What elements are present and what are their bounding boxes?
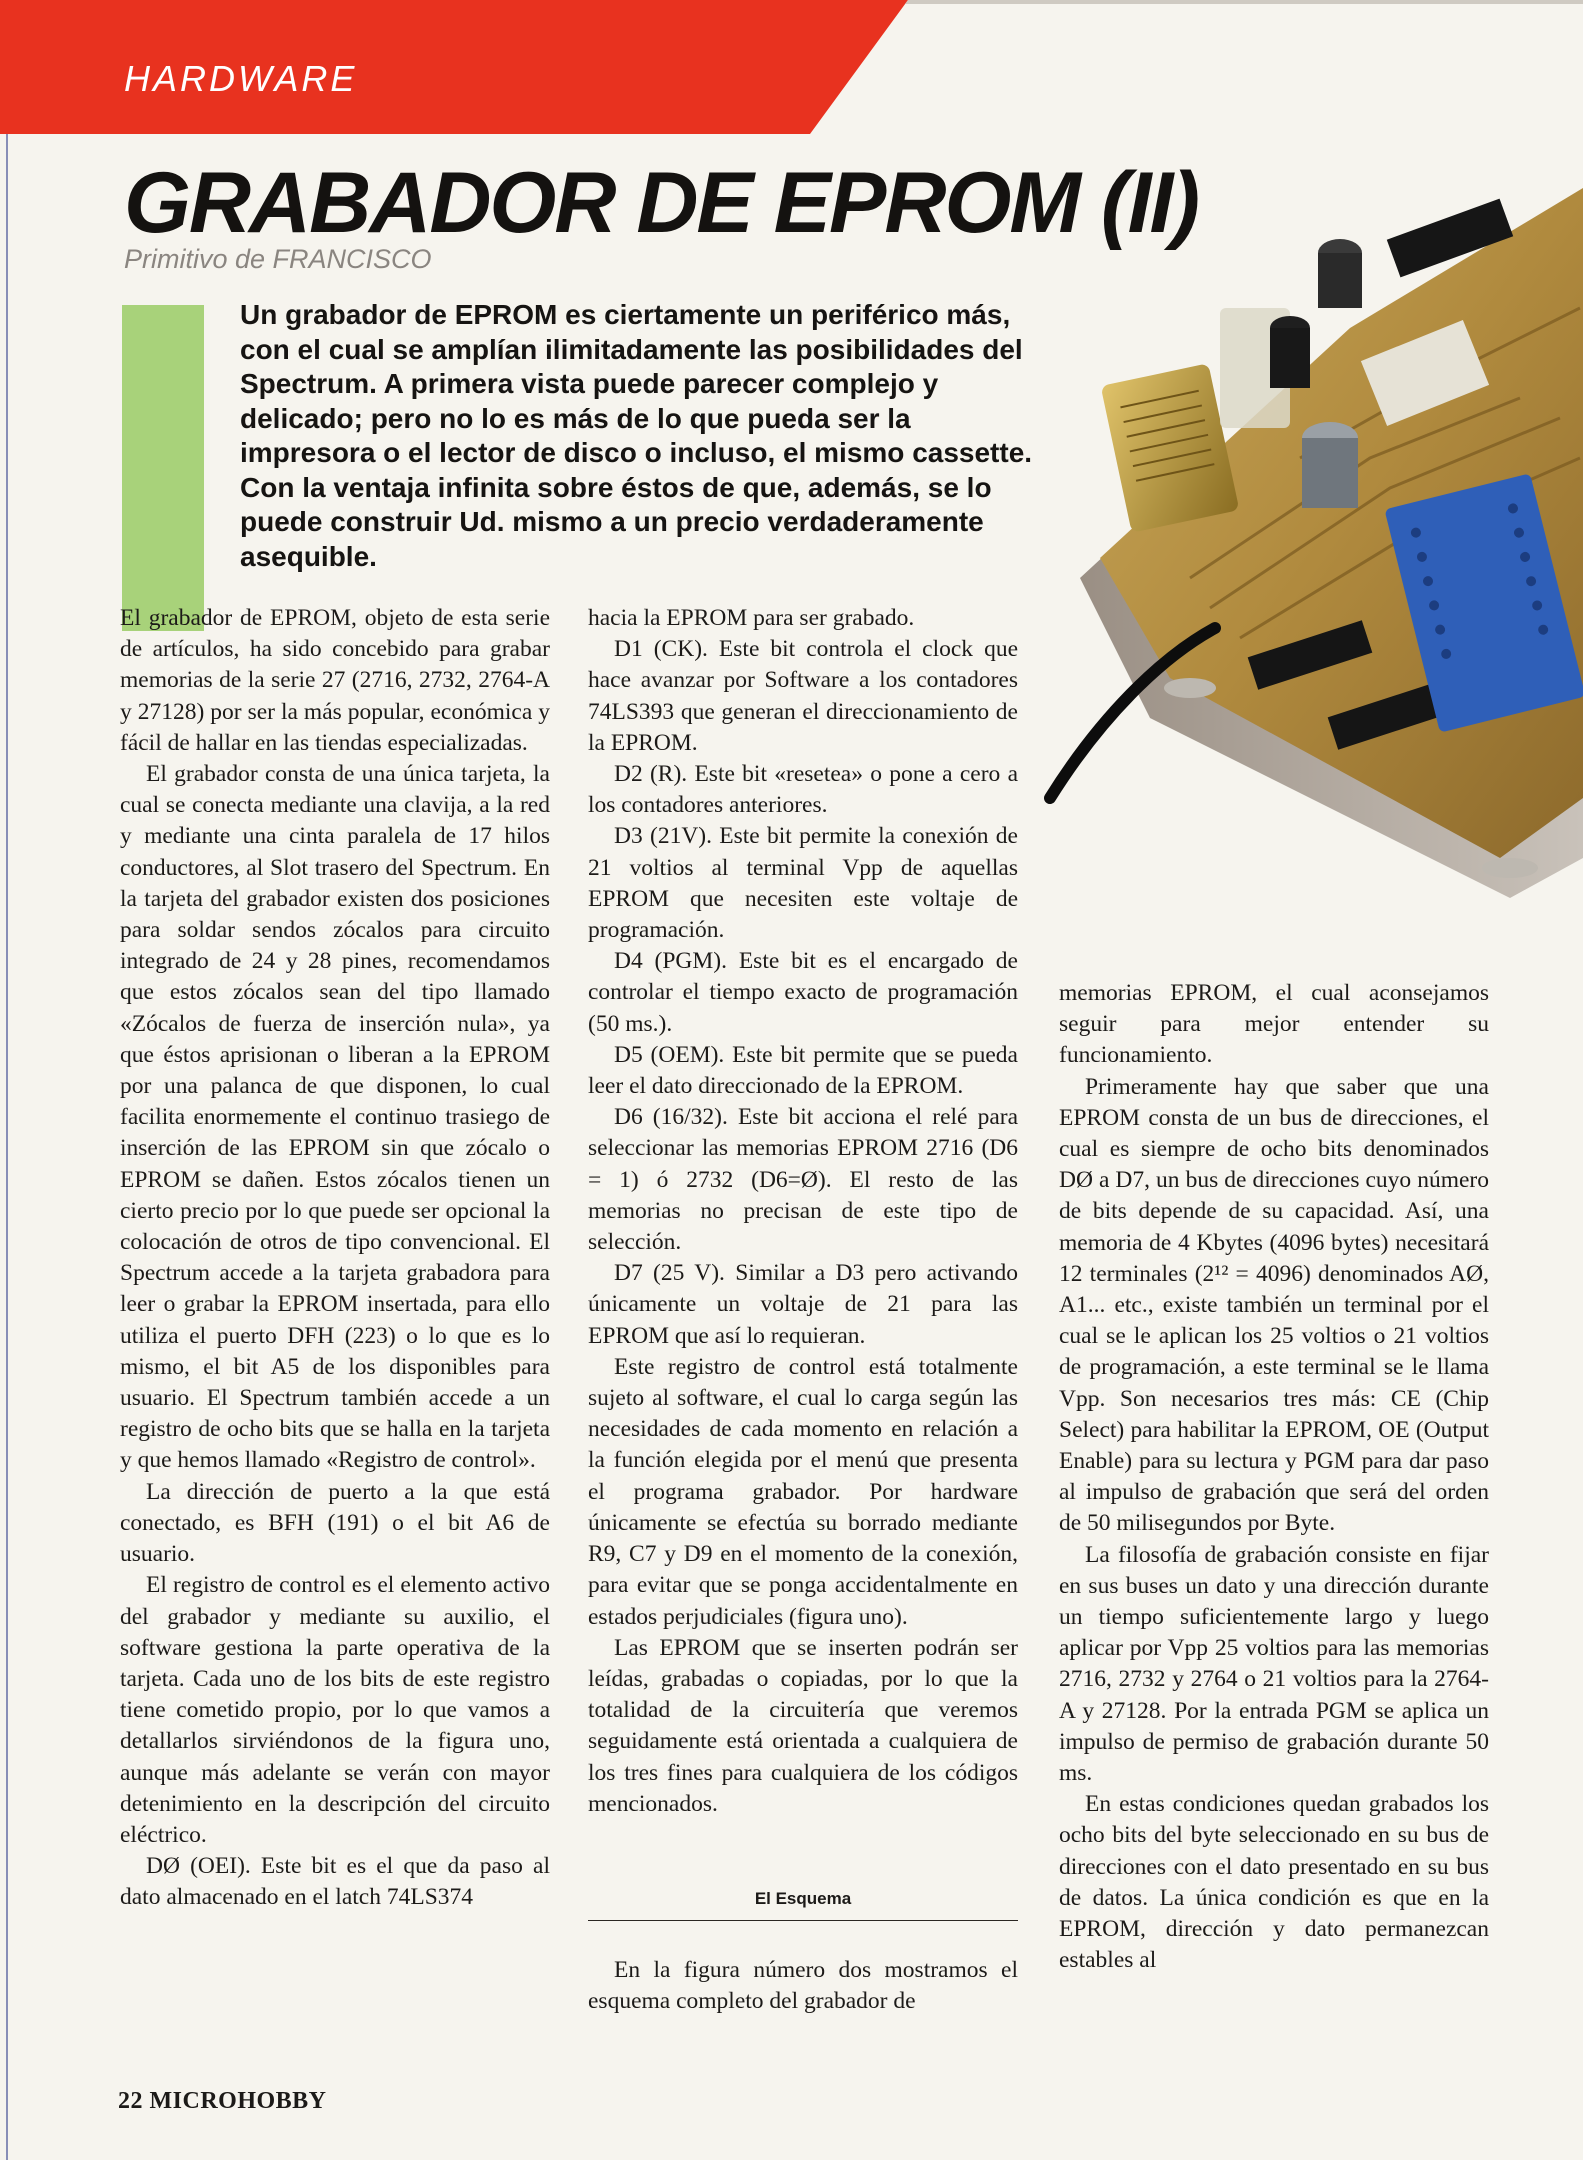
lead-accent-bar bbox=[122, 305, 204, 631]
lead-paragraph: Un grabador de EPROM es ciertamente un periférico más, con el cual se amplían ilimitadamente las posibilidades del Spectrum. A primera vista puede parecer complejo y delicado; pero no lo es más de lo que pueda ser la impresora o el lector de disco o incluso, el mismo cassette. Con la ventaja infinita sobre éstos de que, además, se lo puede construir Ud. mismo a un precio verdaderamente asequible. bbox=[240, 299, 1033, 572]
eprom-board-photo bbox=[1040, 158, 1583, 976]
paragraph: En la figura número dos mostramos el esquema completo del grabador de bbox=[588, 1957, 1018, 2015]
subheading: El Esquema bbox=[588, 1883, 1018, 1921]
article-title: GRABADOR DE EPROM (II) bbox=[124, 155, 1198, 251]
paragraph: Las EPROM que se inserten podrán ser leídas, grabadas o copiadas, por lo que la totalidad de la circuitería que veremos seguidamente está orientada a cualquiera de los tres fines para cualquiera de los códigos mencionados. bbox=[588, 1634, 1018, 1817]
paragraph: DØ (OEI). Este bit es el que da paso al dato almacenado en el latch 74LS374 bbox=[120, 1853, 550, 1911]
paragraph: Este registro de control está totalmente sujeto al software, el cual lo carga según las necesidades de cada momento en relación a la función elegida por el menú que presenta el programa grabador. Por hardware únicamente se efectúa su borrado mediante R9, C7 y D9 en el momento de la conexión, para evitar que se ponga accidentalmente en estados perjudiciales (figura uno). bbox=[588, 1353, 1018, 1630]
paragraph: D7 (25 V). Similar a D3 pero activando únicamente un voltaje de 21 para las EPROM que así lo requieran. bbox=[588, 1260, 1018, 1349]
paragraph: En estas condiciones quedan grabados los ocho bits del byte seleccionado en su bus de direcciones con el dato presentado en su bus de datos. La única condición es que en la EPROM, dirección y dato permanezcan estables al bbox=[1059, 1791, 1489, 1974]
section-label: HARDWARE bbox=[124, 58, 358, 99]
paragraph: D3 (21V). Este bit permite la conexión de 21 voltios al terminal Vpp de aquellas EPROM que necesiten este voltaje de programación. bbox=[588, 823, 1018, 944]
magazine-name: MICROHOBBY bbox=[149, 2088, 327, 2114]
paragraph: Primeramente hay que saber que una EPROM consta de un bus de direcciones, el cual es siempre de ocho bits denominados DØ a D7, un bus de direcciones cuyo número de bits depende de su capacidad. Así, una memoria de 4 Kbytes (4096 bytes) necesitará 12 terminales (2¹² = 4096) denominados AØ, A1... etc., existe también un terminal por el cual se le aplican los 25 voltios o 21 voltios de programación, a este terminal se le llama Vpp. Son necesarios tres más: CE (Chip Select) para habilitar la EPROM, OE (Output Enable) para su lectura y PGM para dar paso al impulso de grabación que será del orden de 50 milisegundos por Byte. bbox=[1059, 1073, 1489, 1537]
paragraph: El grabador consta de una única tarjeta, la cual se conecta mediante una clavija, a la red y mediante una cinta paralela de 17 hilos conductores, al Slot trasero del Spectrum. En la tarjeta del grabador existen dos posiciones para soldar sendos zócalos para circuito integrado de 24 y 28 pines, recomendamos que estos zócalos sean del tipo llamado «Zócalos de fuerza de inserción nula», ya que éstos aprisionan o liberan a la EPROM por una palanca de que disponen, lo cual facilita enormemente el continuo trasiego de inserción de las EPROM sin que zócalo o EPROM se dañen. Estos zócalos tienen un cierto precio por lo que puede ser opcional la colocación de otros de tipo convencional. El Spectrum accede a la tarjeta grabadora para leer o grabar la EPROM insertada, para ello utiliza el puerto DFH (223) o lo que es lo mismo, el bit A5 de los disponibles para usuario. El Spectrum también accede a un registro de ocho bits que se halla en la tarjeta y que hemos llamado «Registro de control». bbox=[120, 761, 550, 1474]
page-footer bbox=[118, 2088, 327, 2115]
page-number: 22 bbox=[118, 2088, 143, 2114]
paragraph: hacia la EPROM para ser grabado. bbox=[588, 605, 915, 631]
paragraph: El registro de control es el elemento activo del grabador y mediante su auxilio, el software gestiona la parte operativa de la tarjeta. Cada uno de los bits de este registro tiene cometido propio, por lo que vamos a detallarlos sirviéndonos de la figura uno, aunque más adelante se verán con mayor detenimiento en la descripción del circuito eléctrico. bbox=[120, 1572, 550, 1848]
paragraph: D4 (PGM). Este bit es el encargado de controlar el tiempo exacto de programación (50 ms.). bbox=[588, 948, 1018, 1037]
paragraph: D5 (OEM). Este bit permite que se pueda leer el dato direccionado de la EPROM. bbox=[588, 1041, 1018, 1100]
author-byline: Primitivo de FRANCISCO bbox=[124, 244, 432, 274]
paragraph: D1 (CK). Este bit controla el clock que hace avanzar por Software a los contadores 74LS393 que generan el direccionamiento de la EPROM. bbox=[588, 636, 1018, 756]
paragraph: D6 (16/32). Este bit acciona el relé para seleccionar las memorias EPROM 2716 (D6 = 1) ó 2732 (D6=Ø). El resto de las memorias no precisan de este tipo de selección. bbox=[588, 1104, 1018, 1256]
column-1 bbox=[120, 603, 550, 1914]
paragraph: La dirección de puerto a la que está conectado, es BFH (191) o el bit A6 de usuario. bbox=[120, 1478, 550, 1568]
paragraph: memorias EPROM, el cual aconsejamos seguir para mejor entender su funcionamiento. bbox=[1059, 980, 1489, 1069]
paragraph: El grabador de EPROM, objeto de esta serie de artículos, ha sido concebido para grabar memorias de la serie 27 (2716, 2732, 2764-A y 27128) por ser la más popular, económica y fácil de hallar en las tiendas especializadas. bbox=[120, 605, 550, 756]
paragraph: La filosofía de grabación consiste en fijar en sus buses un dato y una dirección durante un tiempo suficientemente largo y luego aplicar por Vpp 25 voltios para las memorias 2716, 2732 y 2764 o 21 voltios para la 2764-A y 27128. Por la entrada PGM se aplica un impulso de permiso de grabación durante 50 ms. bbox=[1059, 1541, 1489, 1787]
paragraph: D2 (R). Este bit «resetea» o pone a cero a los contadores anteriores. bbox=[588, 761, 1018, 819]
column-2 bbox=[588, 603, 1018, 2018]
column-3 bbox=[1059, 978, 1489, 1977]
page-edge bbox=[6, 0, 8, 2160]
